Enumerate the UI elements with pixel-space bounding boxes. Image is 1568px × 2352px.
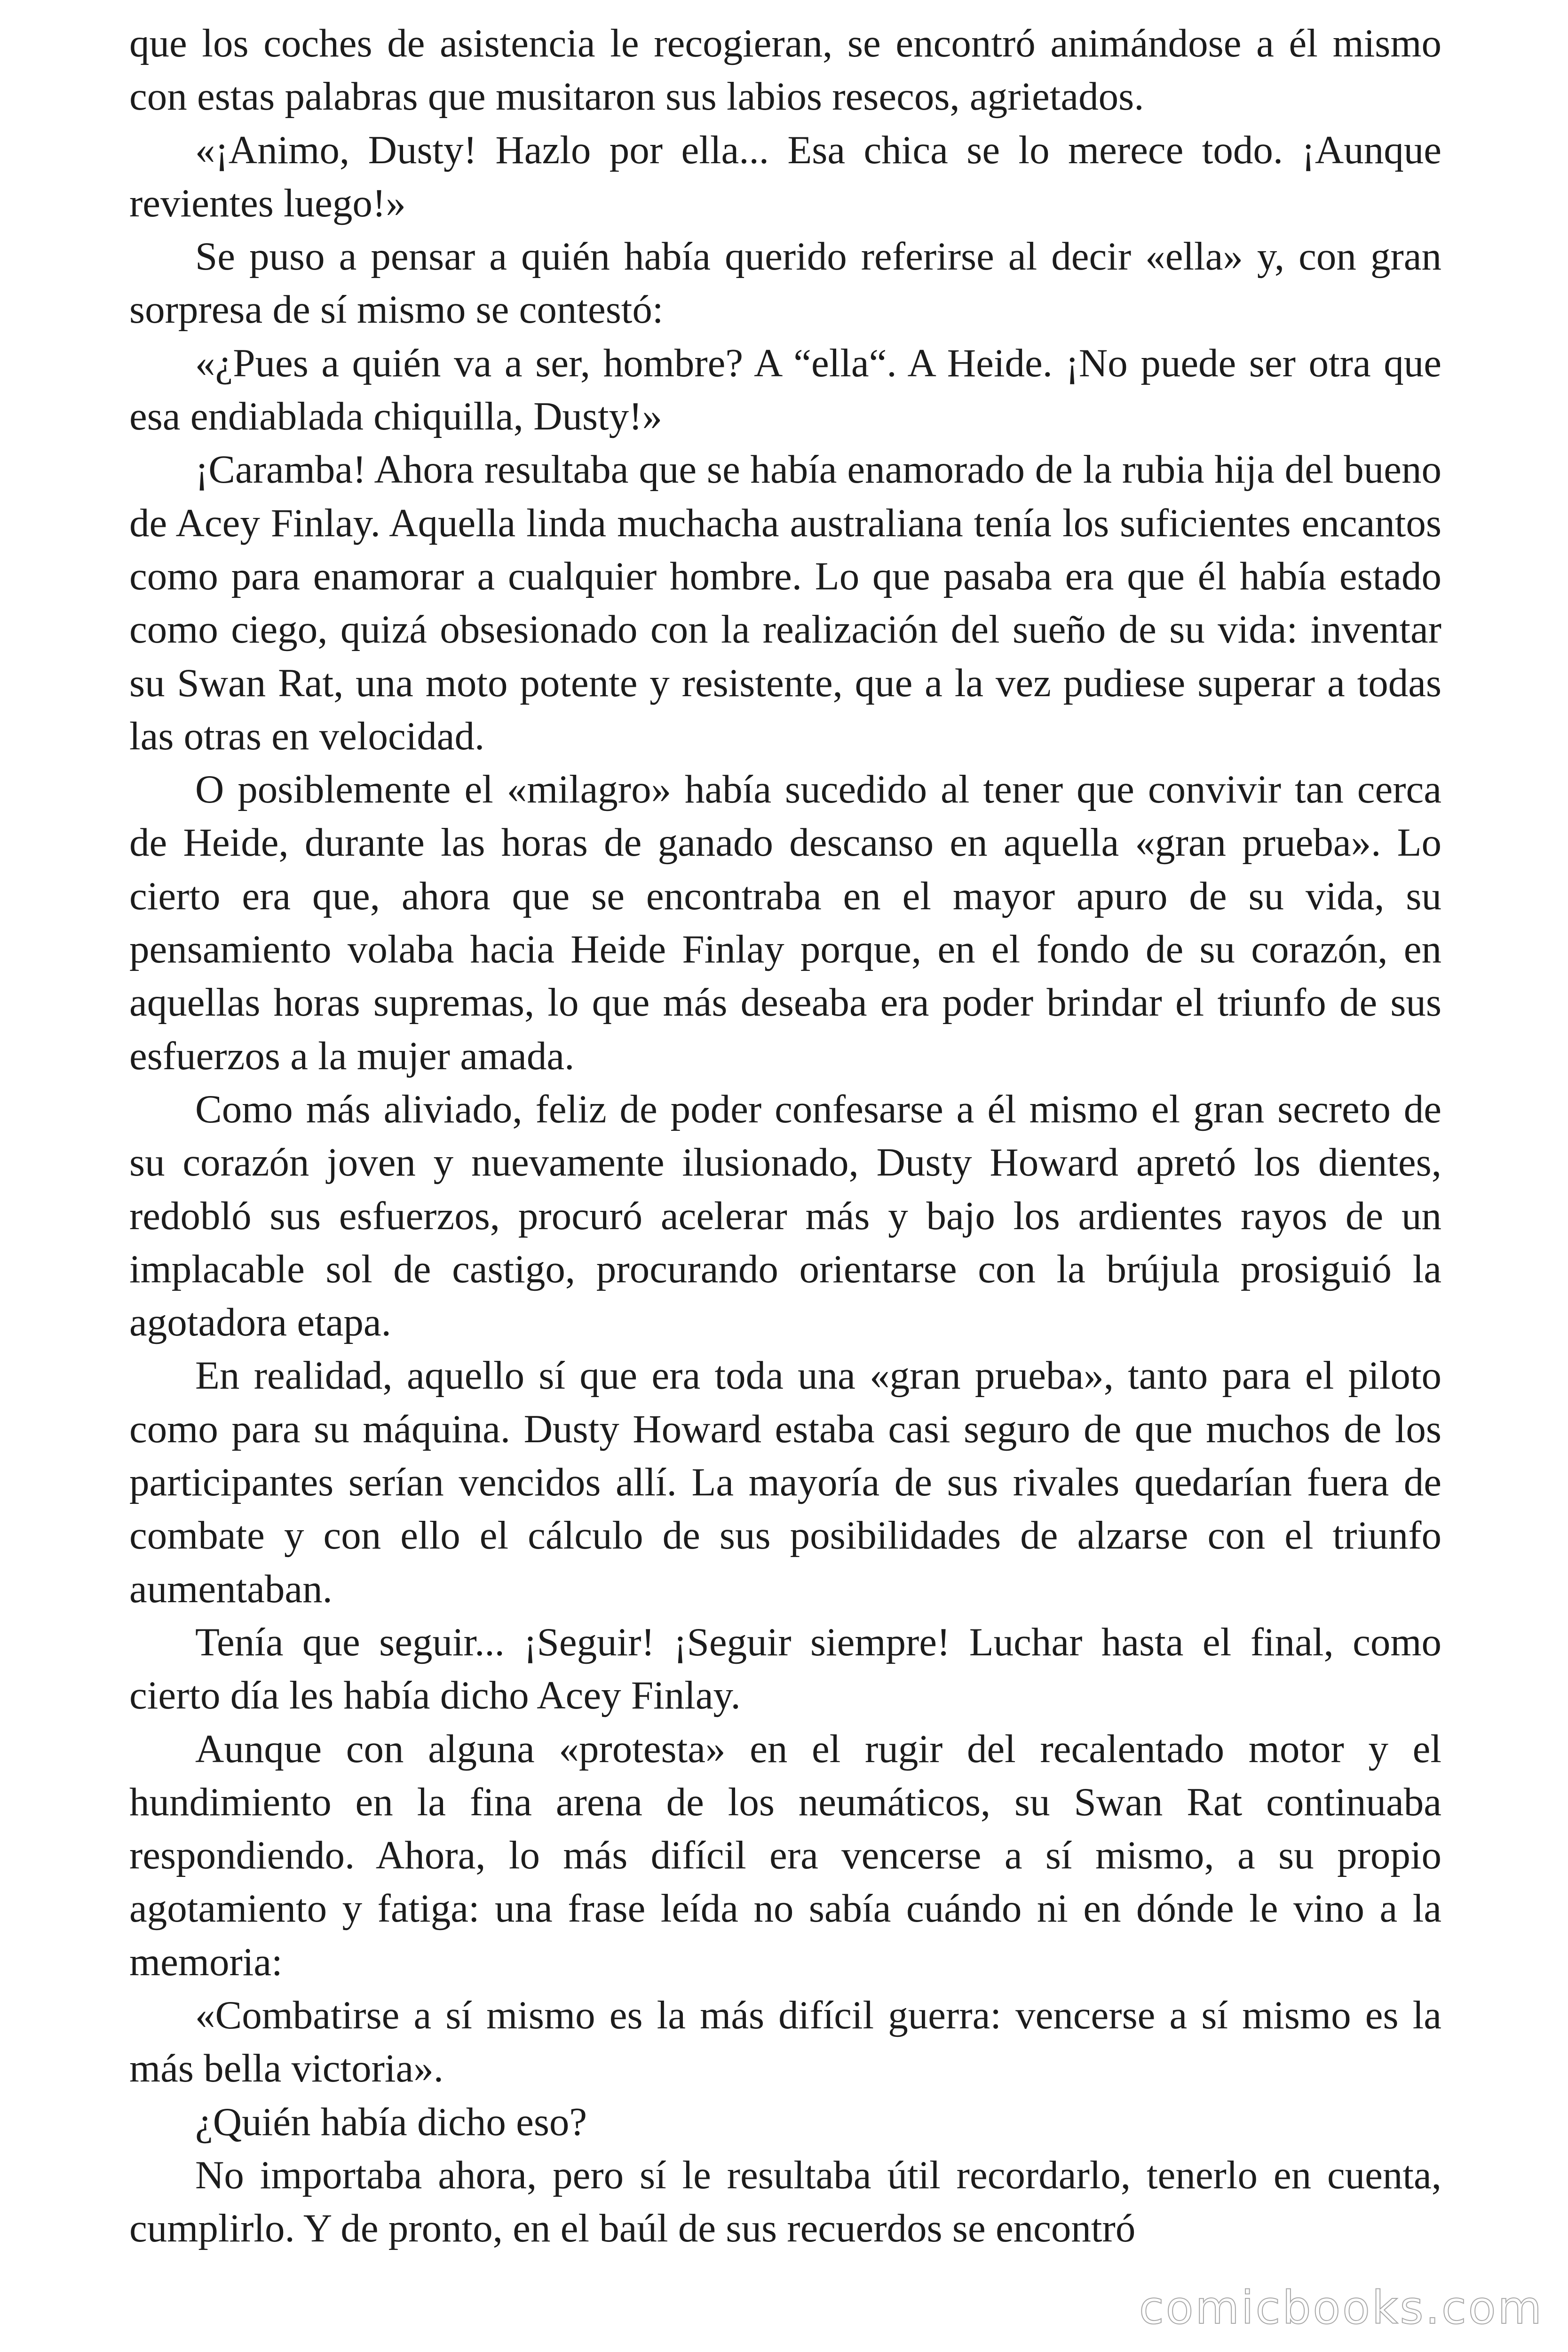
page-text: [129, 17, 1441, 2255]
paragraph-9: Tenía que seguir... ¡Seguir! ¡Seguir siempre! Luchar hasta el final, como cierto día les había dicho Acey Finlay.: [129, 1620, 1441, 1718]
watermark: comicbooks.com: [1139, 2281, 1544, 2334]
paragraph-2: «¡Animo, Dusty! Hazlo por ella... Esa chica se lo merece todo. ¡Aunque revientes luego!»: [129, 127, 1441, 225]
paragraph-3: Se puso a pensar a quién había querido referirse al decir «ella» y, con gran sorpresa de sí mismo se contestó:: [129, 234, 1441, 332]
paragraph-4: «¿Pues a quién va a ser, hombre? A “ella“. A Heide. ¡No puede ser otra que esa endiablada chiquilla, Dusty!»: [129, 341, 1441, 439]
paragraph-7: Como más aliviado, feliz de poder confesarse a él mismo el gran secreto de su corazón joven y nuevamente ilusionado, Dusty Howard apretó los dientes, redobló sus esfuerzos, procuró acelerar más y bajo los ardientes rayos de un implacable sol de castigo, procurando orientarse con la brújula prosiguió la agotadora etapa.: [129, 1087, 1441, 1345]
paragraph-6: O posiblemente el «milagro» había sucedido al tener que convivir tan cerca de Heide, durante las horas de ganado descanso en aquella «gran prueba». Lo cierto era que, ahora que se encontraba en el mayor apuro de su vida, su pensamiento volaba hacia Heide Finlay porque, en el fondo de su corazón, en aquellas horas supremas, lo que más deseaba era poder brindar el triunfo de sus esfuerzos a la mujer amada.: [129, 767, 1441, 1078]
paragraph-11: «Combatirse a sí mismo es la más difícil guerra: vencerse a sí mismo es la más bella victoria».: [129, 1993, 1441, 2091]
paragraph-10: Aunque con alguna «protesta» en el rugir del recalentado motor y el hundimiento en la fina arena de los neumáticos, su Swan Rat continuaba respondiendo. Ahora, lo más difícil era vencerse a sí mismo, a su propio agotamiento y fatiga: una frase leída no sabía cuándo ni en dónde le vino a la memoria:: [129, 1726, 1441, 1984]
paragraph-13: No importaba ahora, pero sí le resultaba útil recordarlo, tenerlo en cuenta, cumplirlo. Y de pronto, en el baúl de sus recuerdos se encontró: [129, 2153, 1441, 2251]
paragraph-1: que los coches de asistencia le recogieran, se encontró animándose a él mismo con estas palabras que musitaron sus labios resecos, agrietados.: [129, 21, 1441, 119]
paragraph-12: ¿Quién había dicho eso?: [195, 2099, 587, 2144]
paragraph-5: ¡Caramba! Ahora resultaba que se había enamorado de la rubia hija del bueno de Acey Finlay. Aquella linda muchacha australiana tenía los suficientes encantos como para enamorar a cualquier hombre. Lo que pasaba era que él había estado como ciego, quizá obsesionado con la realización del sueño de su vida: inventar su Swan Rat, una moto potente y resistente, que a la vez pudiese superar a todas las otras en velocidad.: [129, 447, 1441, 758]
paragraph-8: En realidad, aquello sí que era toda una «gran prueba», tanto para el piloto como para su máquina. Dusty Howard estaba casi seguro de que muchos de los participantes serían vencidos allí. La mayoría de sus rivales quedarían fuera de combate y con ello el cálculo de sus posibilidades de alzarse con el triunfo aumentaban.: [129, 1353, 1441, 1611]
